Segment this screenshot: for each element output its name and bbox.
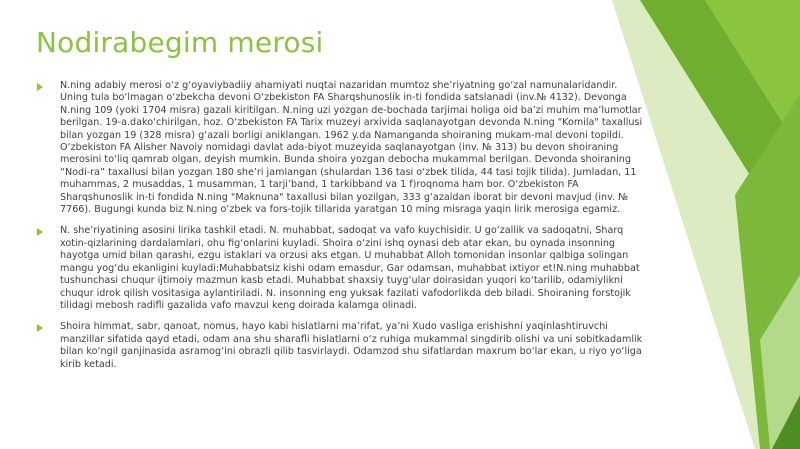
paragraph-text-2: N. she’riyatining asosini lirika tashkil etadi. N. muhabbat, sadoqat va vafo kuychisidir. U go‘zallik va sadoqatni, Sharq xotin-qizlarining dardalamlari, ohu fig‘onlarini kuyladi. Shoira o‘zini ishq oynasi deb atar ekan, bu oynada insonning hayotga umid bilan qarashi, ezgu istaklari va orzusi aks etgan. U muhabbat Alloh tomonidan insonlar qalbiga solingan mangu yog‘du ekanligini kuyladi:Muhabbatsiz kishi odam emasdur, Gar odamsan, muhabbat ixtiyor et!N.ning muhabbat tushunchasi chuqur ijtimoiy mazmun kasb etadi. Muhabbat shaxsiy tuyg‘ular doirasidan yuqori ko‘tarilib, odamiylikni chuqur idrok qilish vositasiga aylantiriladi. N. insonning eng yuksak fazilati vafodorlikda deb biladi. Shoiraning forstojik tilidagi mebosh radifli gazalida vafo mavzui keng doirada kalamga olinadi. xyxy=(60,225,640,311)
bullet-paragraph-3 xyxy=(36,321,648,371)
slide-body xyxy=(36,80,648,380)
bullet-paragraph-2 xyxy=(36,225,648,312)
paragraph-text-3: Shoira himmat, sabr, qanoat, nomus, hayo kabi hislatlarni ma’rifat, ya’ni Xudo vasliga erishishni yaqinlashtiruvchi manzillar sifatida qayd etadi, odam ana shu sharafli hislatlarni o‘z ruhiga mukammal singdirib olishi va uni sobitkadamlik bilan ko‘ngil ganjinasida asramog‘ini obrazli qilib tasvirlaydi. Odamzod shu sifatlardan maxrum bo‘lar ekan, u riyo yo‘liga kirib ketadi. xyxy=(60,321,643,370)
paragraph-text-1: N.ning adabiy merosi o‘z g‘oyaviybadiiy ahamiyati nuqtai nazaridan mumtoz she’riyatning go‘zal namunalaridandir. Uning tula bo‘lmagan o‘zbekcha devoni O‘zbekiston FA Sharqshunoslik in-ti fondida satslanadi (inv.№ 4132). Devonga N.ning 109 (yoki 1704 misra) gazali kiritilgan. N.ning uzi yozgan de-bochada tarjimai holiga oid ba’zi muhim ma’lumotlar berilgan. 19-a.dako‘chirilgan, hoz. O‘zbekiston FA Tarix muzeyi arxivida saqlanayotgan devonda N.ning "Komila" taxallusi bilan yozgan 19 (328 misra) g‘azali borligi aniklangan. 1962 y.da Namanganda shoiraning mukam-mal devoni topildi. O‘zbekiston FA Alisher Navoiy nomidagi davlat ada-biyot muzeyida saqlanayotgan (inv. № 313) bu devon shoiraning merosini to‘liq qamrab olgan, deyish mumkin. Bunda shoira yozgan debocha mukammal berilgan. Devonda shoiraning “Nodi-ra” taxallusi bilan yozgan 180 she’ri jamlangan (shulardan 136 tasi o‘zbek tilida, 44 tasi tojik tilida). Jumladan, 11 muhammas, 2 musaddas, 1 musamman, 1 tarji’band, 1 tarkibband va 1 f)roqnoma ham bor. O‘zbekiston FA Sharqshunoslik in-ti fondida N.ning "Maknuna" taxallusi bilan yozilgan, 333 g‘azaldan iborat bir devoni mavjud (inv. № 7766). Bugungi kunda biz N.ning o‘zbek va fors-tojik tillarida yaratgan 10 ming misraga yaqin lirik merosiga egamiz. xyxy=(60,80,643,216)
bullet-arrow-icon xyxy=(37,324,43,332)
slide-title: Nodirabegim merosi xyxy=(36,26,324,59)
bullet-arrow-icon xyxy=(37,228,43,236)
bullet-arrow-icon xyxy=(37,83,43,91)
bullet-paragraph-1 xyxy=(36,80,648,216)
